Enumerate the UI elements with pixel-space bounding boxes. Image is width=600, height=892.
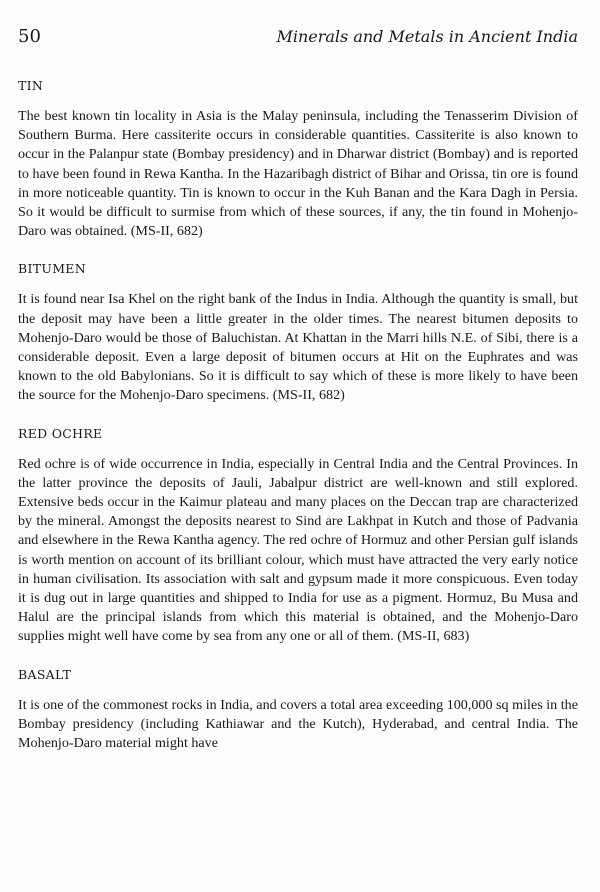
section-heading: TIN <box>18 78 44 93</box>
section-body: It is one of the commonest rocks in India, and covers a total area exceeding 100,000 sq miles in the Bombay presidency (including Kathiawar and the Kutch), Hyderabad, and central India. The Mohenjo-Daro material might have <box>18 696 578 752</box>
section-heading: RED OCHRE <box>18 425 103 441</box>
section-red-ochre <box>18 426 578 647</box>
section-tin <box>18 78 578 241</box>
running-title: Minerals and Metals in Ancient India <box>276 27 578 46</box>
section-basalt <box>18 667 578 754</box>
section-body: It is found near Isa Khel on the right bank of the Indus in India. Although the quantity is small, but the deposit may have been a little greater in the older times. The nearest bitumen deposits to Mohenjo-Daro would be those of Baluchistan. At Khattan in the Marri hills N.E. of Sibi, there is a considerable deposit. Even a large deposit of bitumen occurs at Hit on the Euphrates and was known to the old Babylonians. So it is difficult to say which of these is more likely to have been the source for the Mohenjo-Daro specimens. (MS-II, 682) <box>18 291 578 404</box>
section-heading: BASALT <box>18 666 72 682</box>
section-body: Red ochre is of wide occurrence in India, especially in Central India and the Central Provinces. In the latter province the deposits of Jauli, Jabalpur district are well-known and still explored. Extensive beds occur in the Kaimur plateau and many places on the Deccan trap are characterized by the mineral. Amongst the deposits nearest to Sind are Lakhpat in Kutch and those of Padvania and elsewhere in the Rewa Kantha agency. The red ochre of Hormuz and other Persian gulf islands is worth mention on account of its brilliant colour, which must have attracted the very early notice in human civilisation. Its association with salt and gypsum made it more conspicuous. Even today it is dug out in large quantities and shipped to India for use as a pigment. Hormuz, Bu Musa and Halul are the principal islands from which this material is obtained, and the Mohenjo-Daro supplies might well have come by sea from any one or all of them. (MS-II, 683) <box>18 455 578 645</box>
page-header <box>18 26 578 50</box>
section-heading: BITUMEN <box>18 261 86 277</box>
section-bitumen <box>18 261 578 405</box>
page-number: 50 <box>18 26 41 47</box>
page-content <box>18 78 578 753</box>
section-body: The best known tin locality in Asia is the Malay peninsula, including the Tenasserim Division of Southern Burma. Here cassiterite occurs in considerable quantities. Cassiterite is also known to occur in the Palanpur state (Bombay presidency) and in Dharwar district (Bombay) and is reported to have been found in Rewa Kantha. In the Hazaribagh district of Bihar and Orissa, tin ore is found in more noticeable quantity. Tin is known to occur in the Kuh Banan and the Kara Dagh in Persia. So it would be difficult to surmise from which of these sources, if any, the tin found in Mohenjo-Daro was obtained. (MS-II, 682) <box>18 108 578 240</box>
